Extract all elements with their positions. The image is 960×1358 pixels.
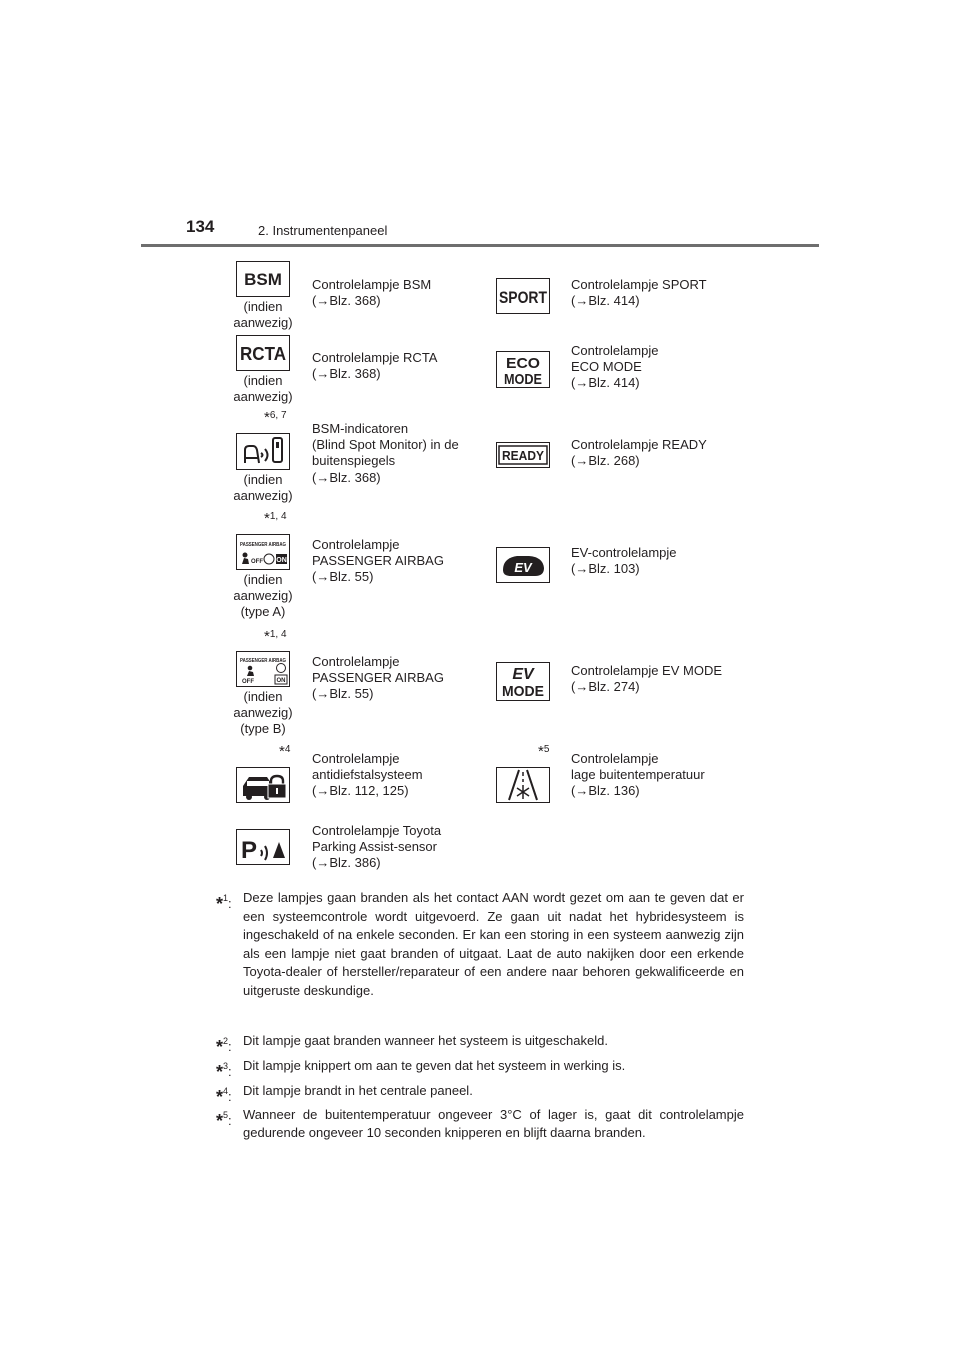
- low-temp-description: Controlelampje lage buitentemperatuur (→Blz. 136): [571, 751, 705, 799]
- rcta-icon-text: RCTA: [240, 344, 287, 364]
- footnote-text: Dit lampje knippert om aan te geven dat het systeem in werking is.: [243, 1058, 626, 1073]
- optional-note: (indien aanwezig): [233, 373, 293, 404]
- footnote-5: [216, 1106, 744, 1142]
- ready-icon-text: READY: [502, 448, 545, 463]
- mode-icon-text: MODE: [504, 371, 542, 388]
- ev-mode-indicator-icon: [496, 662, 550, 701]
- footnote-marker: *$^{1, 4}$: [264, 510, 287, 527]
- sport-description: Controlelampje SPORT (→Blz. 414): [571, 277, 707, 309]
- bsm-indicator-icon: [236, 261, 290, 297]
- footnote-key: *$^2$:: [216, 1036, 232, 1057]
- ready-description: Controlelampje READY (→Blz. 268): [571, 437, 707, 469]
- parking-icon-text: P: [241, 837, 258, 864]
- chapter-title: 2. Instrumentenpaneel: [258, 223, 388, 238]
- eco-icon-text: ECO: [506, 355, 541, 372]
- footnote-key: *$^4$:: [216, 1086, 232, 1107]
- rcta-indicator-icon: [236, 335, 290, 371]
- footnote-text: Dit lampje brandt in het centrale paneel.: [243, 1083, 473, 1098]
- footnote-key: *$^1$:: [216, 893, 232, 914]
- bsm-indicators-description: BSM-indicatoren (Blind Spot Monitor) in de buitenspiegels (→Blz. 368): [312, 421, 459, 485]
- footnote-text: Deze lampjes gaan branden als het contact AAN wordt gezet om aan te geven dat er een systeemcontrole wordt uitgevoerd. Ze gaan uit nadat het hybridesysteem is ingeschakeld of na enkele seconden. Er kan een storing in een systeem aanwezig zijn als een lampje niet gaat branden of uitgaat. Laat de auto nakijken door een erkende Toyota-dealer of hersteller/reparateur of een andere naar behoren gekwalificeerde en uitgeruste deskundige.: [243, 890, 744, 998]
- footnote-marker: *$^{1, 4}$: [264, 628, 287, 645]
- footnote-text: Dit lampje gaat branden wanneer het systeem is uitgeschakeld.: [243, 1033, 608, 1048]
- footnote-marker: *$^5$: [538, 743, 550, 760]
- ev-mode-icon-text-2: MODE: [502, 683, 544, 700]
- footnote-key: *$^5$:: [216, 1110, 232, 1131]
- header-rule: [141, 244, 819, 247]
- footnote-2: [216, 1032, 744, 1057]
- ev-indicator-icon: [496, 547, 550, 583]
- optional-type-b-note: (indien aanwezig) (type B): [233, 689, 293, 736]
- anti-theft-description: Controlelampje antidiefstalsysteem (→Blz. 112, 125): [312, 751, 423, 799]
- eco-mode-indicator-icon: [496, 351, 550, 388]
- airbag-b-off: OFF: [242, 679, 254, 685]
- footnote-3: [216, 1057, 744, 1082]
- optional-note: (indien aanwezig): [233, 299, 293, 330]
- airbag-b-title: PASSENGER AIRBAG: [240, 658, 286, 664]
- sport-indicator-icon: [496, 278, 550, 314]
- airbag-a-description: Controlelampje PASSENGER AIRBAG (→Blz. 55): [312, 537, 444, 585]
- bsm-icon-text: BSM: [244, 270, 282, 289]
- parking-assist-icon: [236, 829, 290, 865]
- footnote-key: *$^3$:: [216, 1061, 232, 1082]
- page-number: 134: [186, 217, 215, 236]
- ev-mode-description: Controlelampje EV MODE (→Blz. 274): [571, 663, 722, 695]
- passenger-airbag-type-a-icon: [236, 534, 290, 570]
- footnote-text: Wanneer de buitentemperatuur ongeveer 3°C of lager is, gaat dit controlelampje gedurende ongeveer 10 seconden knipperen en blijft daarna branden.: [243, 1107, 744, 1140]
- bsm-description: Controlelampje BSM (→Blz. 368): [312, 277, 432, 309]
- airbag-b-description: Controlelampje PASSENGER AIRBAG (→Blz. 55): [312, 654, 444, 702]
- eco-mode-description: Controlelampje ECO MODE (→Blz. 414): [571, 343, 659, 391]
- footnote-marker: *$^4$: [279, 743, 291, 760]
- airbag-a-title: PASSENGER AIRBAG: [240, 542, 286, 548]
- ev-mode-icon-text-1: EV: [512, 666, 534, 683]
- mirror-bsm-indicator-icon: [236, 433, 290, 470]
- airbag-a-off: OFF: [251, 559, 263, 565]
- airbag-a-on: ON: [276, 557, 287, 564]
- footnote-marker: *$^{6, 7}$: [264, 409, 287, 426]
- car-lock-icon: [236, 767, 290, 803]
- ready-indicator-icon: [496, 442, 550, 468]
- passenger-airbag-type-b-icon: [236, 651, 290, 687]
- optional-type-a-note: (indien aanwezig) (type A): [233, 572, 293, 619]
- road-snowflake-icon: [496, 767, 550, 803]
- footnote-1: [216, 889, 744, 1000]
- ev-description: EV-controlelampje (→Blz. 103): [571, 545, 677, 577]
- airbag-b-on: ON: [276, 678, 286, 684]
- ev-icon-text: EV: [514, 560, 532, 575]
- sport-icon-text: SPORT: [499, 288, 548, 307]
- optional-note: (indien aanwezig): [233, 472, 293, 503]
- footnote-4: [216, 1082, 744, 1107]
- rcta-description: Controlelampje RCTA (→Blz. 368): [312, 350, 438, 382]
- parking-description: Controlelampje Toyota Parking Assist-sensor (→Blz. 386): [312, 823, 442, 871]
